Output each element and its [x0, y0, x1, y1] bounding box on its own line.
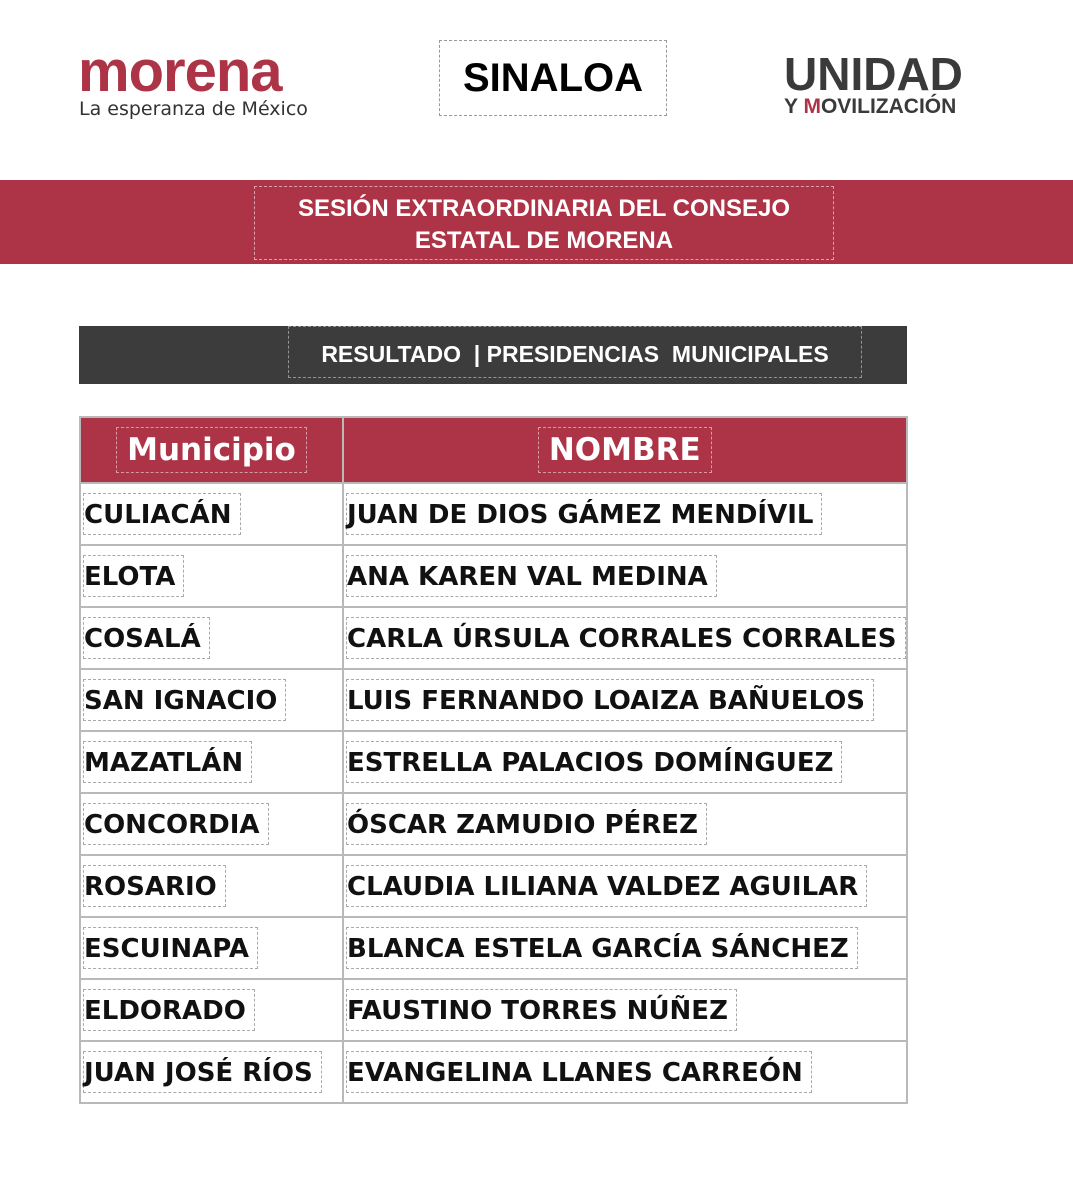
- nombre-cell: [343, 607, 907, 669]
- nombre-cell: [343, 545, 907, 607]
- municipio-cell: [80, 607, 343, 669]
- municipio-cell: [80, 917, 343, 979]
- municipio-cell: [80, 855, 343, 917]
- municipio-cell: [80, 731, 343, 793]
- nombre-cell: [343, 1041, 907, 1103]
- municipio-cell-text: MAZATLÁN: [83, 741, 252, 783]
- nombre-cell-text: EVANGELINA LLANES CARREÓN: [346, 1051, 812, 1093]
- nombre-cell-text: ESTRELLA PALACIOS DOMÍNGUEZ: [346, 741, 842, 783]
- session-title: [254, 186, 834, 260]
- slogan-line1: UNIDAD: [784, 48, 963, 100]
- nombre-cell: [343, 669, 907, 731]
- nombre-cell-text: JUAN DE DIOS GÁMEZ MENDÍVIL: [346, 493, 822, 535]
- table-row: [80, 545, 907, 607]
- results-section-title: RESULTADO | PRESIDENCIAS MUNICIPALES: [288, 326, 862, 378]
- municipio-cell-text: ELDORADO: [83, 989, 255, 1031]
- party-name: morena: [78, 39, 282, 104]
- column-header-municipio: Municipio: [80, 417, 343, 483]
- nombre-cell-text: LUIS FERNANDO LOAIZA BAÑUELOS: [346, 679, 874, 721]
- nombre-cell: [343, 483, 907, 545]
- table-row: [80, 979, 907, 1041]
- morena-logo: [78, 39, 308, 120]
- municipio-cell-text: CULIACÁN: [83, 493, 241, 535]
- nombre-cell-text: ANA KAREN VAL MEDINA: [346, 555, 717, 597]
- table-row: [80, 855, 907, 917]
- slogan-accent: M: [803, 95, 821, 118]
- municipio-cell: [80, 793, 343, 855]
- session-title-line2: ESTATAL DE MORENA: [414, 227, 674, 254]
- session-banner: [0, 180, 1073, 264]
- state-name: SINALOA: [439, 40, 667, 116]
- nombre-cell-text: CLAUDIA LILIANA VALDEZ AGUILAR: [346, 865, 867, 907]
- nombre-cell-text: ÓSCAR ZAMUDIO PÉREZ: [346, 803, 707, 845]
- municipio-cell: [80, 979, 343, 1041]
- table-row: [80, 793, 907, 855]
- results-table: [79, 416, 908, 1104]
- nombre-cell: [343, 855, 907, 917]
- municipio-cell-text: CONCORDIA: [83, 803, 269, 845]
- nombre-cell-text: CARLA ÚRSULA CORRALES CORRALES: [346, 617, 906, 659]
- municipio-cell: [80, 545, 343, 607]
- table-row: [80, 669, 907, 731]
- table-row: [80, 607, 907, 669]
- municipio-cell-text: ROSARIO: [83, 865, 226, 907]
- table-row: [80, 483, 907, 545]
- table-row: [80, 731, 907, 793]
- nombre-cell: [343, 793, 907, 855]
- municipio-cell-text: JUAN JOSÉ RÍOS: [83, 1051, 322, 1093]
- nombre-cell-text: BLANCA ESTELA GARCÍA SÁNCHEZ: [346, 927, 858, 969]
- municipio-cell: [80, 1041, 343, 1103]
- slogan-rest: OVILIZACIÓN: [820, 95, 957, 118]
- table-header-row: [80, 417, 907, 483]
- municipio-cell-text: ELOTA: [83, 555, 184, 597]
- slogan-line2: [784, 95, 963, 119]
- municipio-cell-text: ESCUINAPA: [83, 927, 258, 969]
- results-section-bar: [79, 326, 907, 384]
- municipio-cell: [80, 669, 343, 731]
- municipio-cell-text: COSALÁ: [83, 617, 210, 659]
- nombre-cell-text: FAUSTINO TORRES NÚÑEZ: [346, 989, 737, 1031]
- unidad-logo: [784, 48, 963, 119]
- municipio-cell: [80, 483, 343, 545]
- nombre-cell: [343, 917, 907, 979]
- party-tagline: La esperanza de México: [79, 98, 308, 120]
- nombre-cell: [343, 979, 907, 1041]
- session-title-line1: SESIÓN EXTRAORDINARIA DEL CONSEJO: [297, 195, 791, 222]
- column-header-nombre: NOMBRE: [343, 417, 907, 483]
- slogan-prefix: Y: [784, 95, 804, 118]
- table-row: [80, 1041, 907, 1103]
- table-row: [80, 917, 907, 979]
- nombre-cell: [343, 731, 907, 793]
- municipio-cell-text: SAN IGNACIO: [83, 679, 286, 721]
